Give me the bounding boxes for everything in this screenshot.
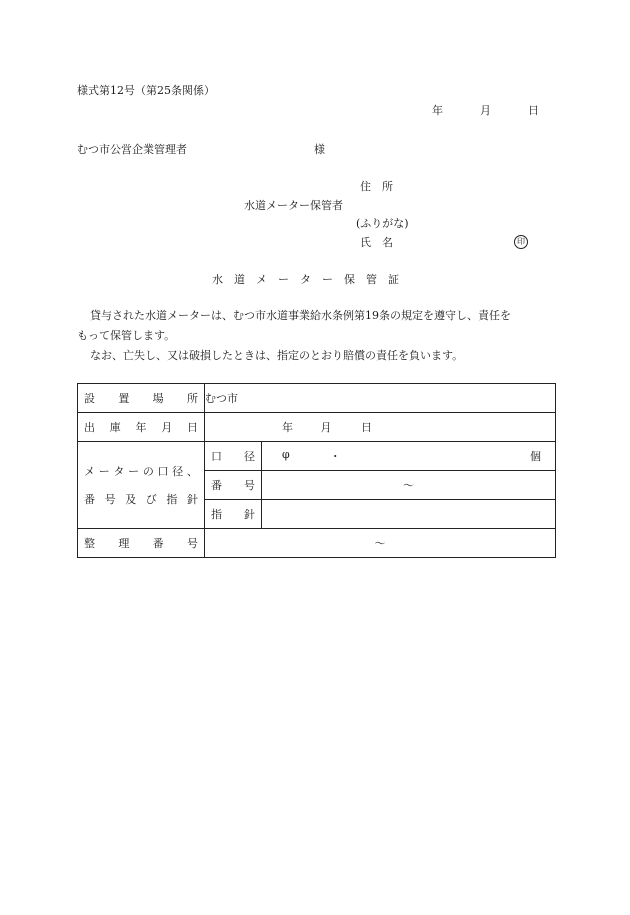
meter-label-char: タ [113,465,125,478]
meter-label-char: 号 [104,493,116,506]
diameter-label-char: 径 [244,450,255,463]
meter-label-char: ー [98,465,110,478]
form-number: 様式第12号（第25条関係） [77,84,215,97]
reading-value[interactable] [262,500,556,529]
body-line-1: 貸与された水道メーターは、むつ市水道事業給水条例第19条の規定を遵守し、責任を [90,309,511,322]
addressee-name: むつ市公営企業管理者 [77,143,187,156]
meter-label-char: メ [84,465,95,478]
date-label-char: 出 [84,421,95,434]
control-row [78,529,556,558]
furigana-label: (ふりがな) [356,217,409,230]
date-value-month: 月 [320,421,332,434]
control-label-char: 理 [118,537,130,550]
location-label-cell [78,384,205,413]
holder-role: 水道メーター保管者 [244,199,343,212]
diameter-label-char: 口 [211,450,222,463]
date-day-label: 日 [528,104,539,117]
location-value[interactable] [205,384,556,413]
control-label-char: 整 [84,537,95,550]
date-label-cell [78,413,205,442]
diameter-row [78,442,556,471]
seal-mark: 印 [514,235,528,249]
control-label-char: 号 [186,537,198,550]
date-value-year: 年 [282,421,293,434]
date-row [78,413,556,442]
number-tilde: ～ [403,479,414,492]
control-label-cell [78,529,205,558]
date-month-label: 月 [480,104,491,117]
meter-label-cell [78,442,205,529]
meter-label-char: 径 [172,465,184,478]
meter-label-char: 、 [186,465,198,478]
location-label-char: 置 [118,392,130,405]
number-label-char: 番 [211,479,222,492]
location-label-char: 設 [84,392,95,405]
name-label: 氏 名 [360,236,393,249]
addressee-honorific: 様 [314,143,325,156]
location-value-text: むつ市 [205,392,238,405]
date-year-label: 年 [432,104,443,117]
control-label-char: 番 [152,537,164,550]
number-value[interactable] [262,471,556,500]
meter-form-table [77,383,556,558]
date-value[interactable] [205,413,556,442]
location-row [78,384,556,413]
date-label-char: 日 [187,421,198,434]
diameter-phi: φ [282,448,290,461]
diameter-label-cell [205,442,262,471]
meter-label-char: 指 [166,493,178,506]
control-tilde: ～ [374,537,386,550]
reading-label-char: 指 [211,508,222,521]
number-label-cell [205,471,262,500]
location-label-char: 所 [186,392,198,405]
date-label-char: 年 [135,421,147,434]
reading-label-cell [205,500,262,529]
document-title: 水 道 メ ー タ ー 保 管 証 [212,273,399,286]
diameter-dot: ・ [329,450,341,463]
diameter-value[interactable] [262,442,556,471]
meter-label-char: の [142,465,154,478]
meter-label-char: 及 [125,493,137,506]
meter-label-char: 口 [157,465,169,478]
date-value-day: 日 [361,421,372,434]
meter-label-char: び [145,493,157,506]
meter-label-char: ー [128,465,140,478]
body-line-3: なお、亡失し、又は破損したときは、指定のとおり賠償の責任を負います。 [90,349,464,362]
meter-label-char: 針 [186,493,198,506]
date-label-char: 庫 [109,421,121,434]
body-line-2: もって保管します。 [77,329,176,342]
location-label-char: 場 [152,392,164,405]
control-value[interactable] [205,529,556,558]
number-label-char: 号 [244,479,255,492]
diameter-unit: 個 [530,450,541,463]
meter-label-char: 番 [84,493,95,506]
address-label: 住 所 [360,180,393,193]
date-label-char: 月 [161,421,173,434]
reading-label-char: 針 [244,508,255,521]
